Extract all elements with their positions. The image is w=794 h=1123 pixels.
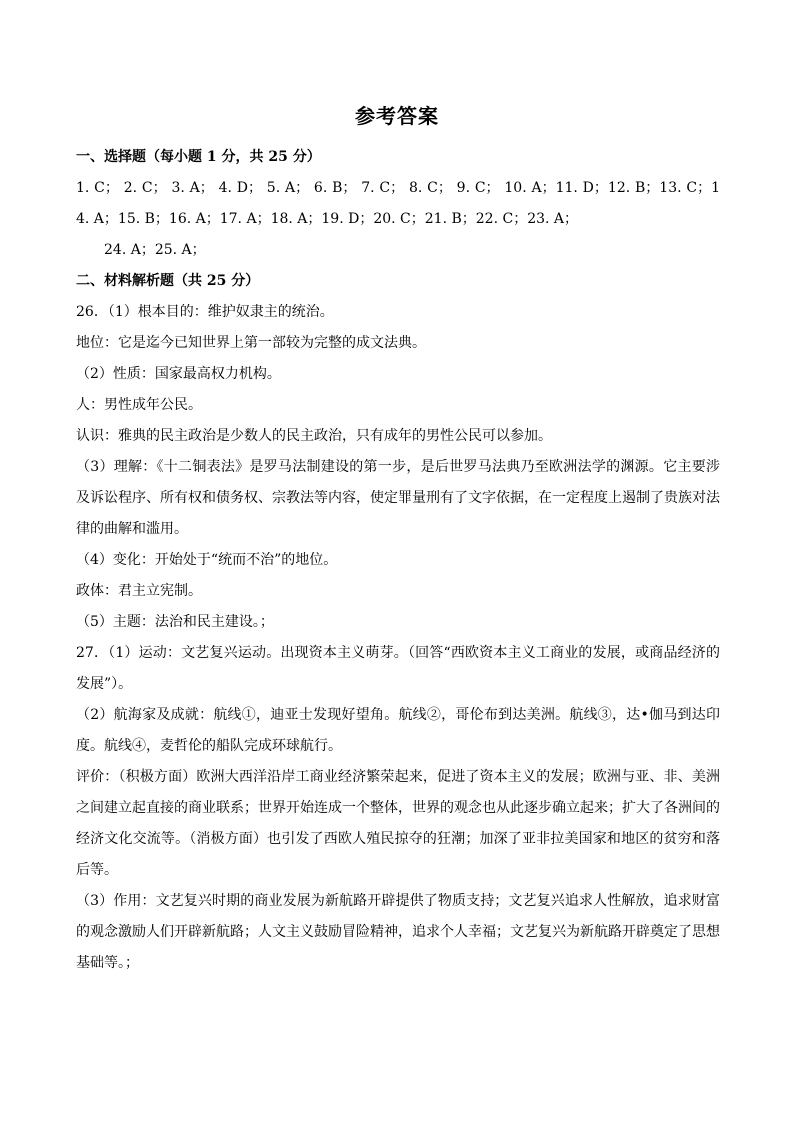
answer-line: 评价：（积极方面）欧洲大西洋沿岸工商业经济繁荣起来，促进了资本主义的发展；欧洲与亚、非、美洲之间建立起直接的商业联系；世界开始连成一个整体，世界的观念也从此逐步确立起来；扩大了各洲间的经济文化交流等。（消极方面）也引发了西欧人殖民掠夺的狂潮；加深了亚非拉美国家和地区的贫穷和落后等。 [76,769,720,878]
answer-line: （4）变化：开始处于“统而不治”的地位。 [76,552,338,568]
answer-line: （5）主题：法治和民主建设。； [76,614,274,630]
answer-line: 地位：它是迄今已知世界上第一部较为完整的成文法典。 [76,335,426,351]
answer-line: 26．（1）根本目的：维护奴隶主的统治。 [76,304,334,320]
answer-line: 政体：君主立宪制。 [76,583,202,599]
answer-line: 人：男性成年公民。 [76,397,202,413]
section-heading-choice: 一、选择题（每小题 1 分，共 25 分） [76,149,321,165]
choice-answers-tail: 24. A；25. A； [104,242,206,258]
answer-line: 27．（1）运动：文艺复兴运动。出现资本主义萌芽。（回答“西欧资本主义工商业的发展，或商品经济的发展”）。 [76,645,720,692]
answer-line: （2）性质：国家最高权力机构。 [76,366,281,382]
answer-line: 认识：雅典的民主政治是少数人的民主政治，只有成年的男性公民可以参加。 [76,428,552,444]
choice-answers: 1. C； 2. C； 3. A； 4. D； 5. A； 6. B； 7. C； 8. C； 9. C； 10. A；11. D；12. B；13. C；14. A；15. B；16. A；17. A；18. A；19. D；20. C；21. B；22. C；23. A； [76,180,720,227]
answer-line: （2）航海家及成就：航线①，迪亚士发现好望角。航线②，哥伦布到达美洲。航线③，达•伽马到达印度。航线④，麦哲伦的船队完成环球航行。 [76,707,720,754]
section-heading-material: 二、材料解析题（共 25 分） [76,273,260,289]
answer-line: （3）作用：文艺复兴时期的商业发展为新航路开辟提供了物质支持；文艺复兴追求人性解放，追求财富的观念激励人们开辟新航路；人文主义鼓励冒险精神，追求个人幸福；文艺复兴为新航路开辟奠定了思想基础等。； [76,893,720,971]
answer-content [76,142,720,979]
page-title: 参考答案 [355,104,439,128]
answer-line: （3）理解：《十二铜表法》是罗马法制建设的第一步，是后世罗马法典乃至欧洲法学的渊源。它主要涉及诉讼程序、所有权和债务权、宗教法等内容，使定罪量刑有了文字依据，在一定程度上遏制了贵族对法律的曲解和滥用。 [76,459,720,537]
